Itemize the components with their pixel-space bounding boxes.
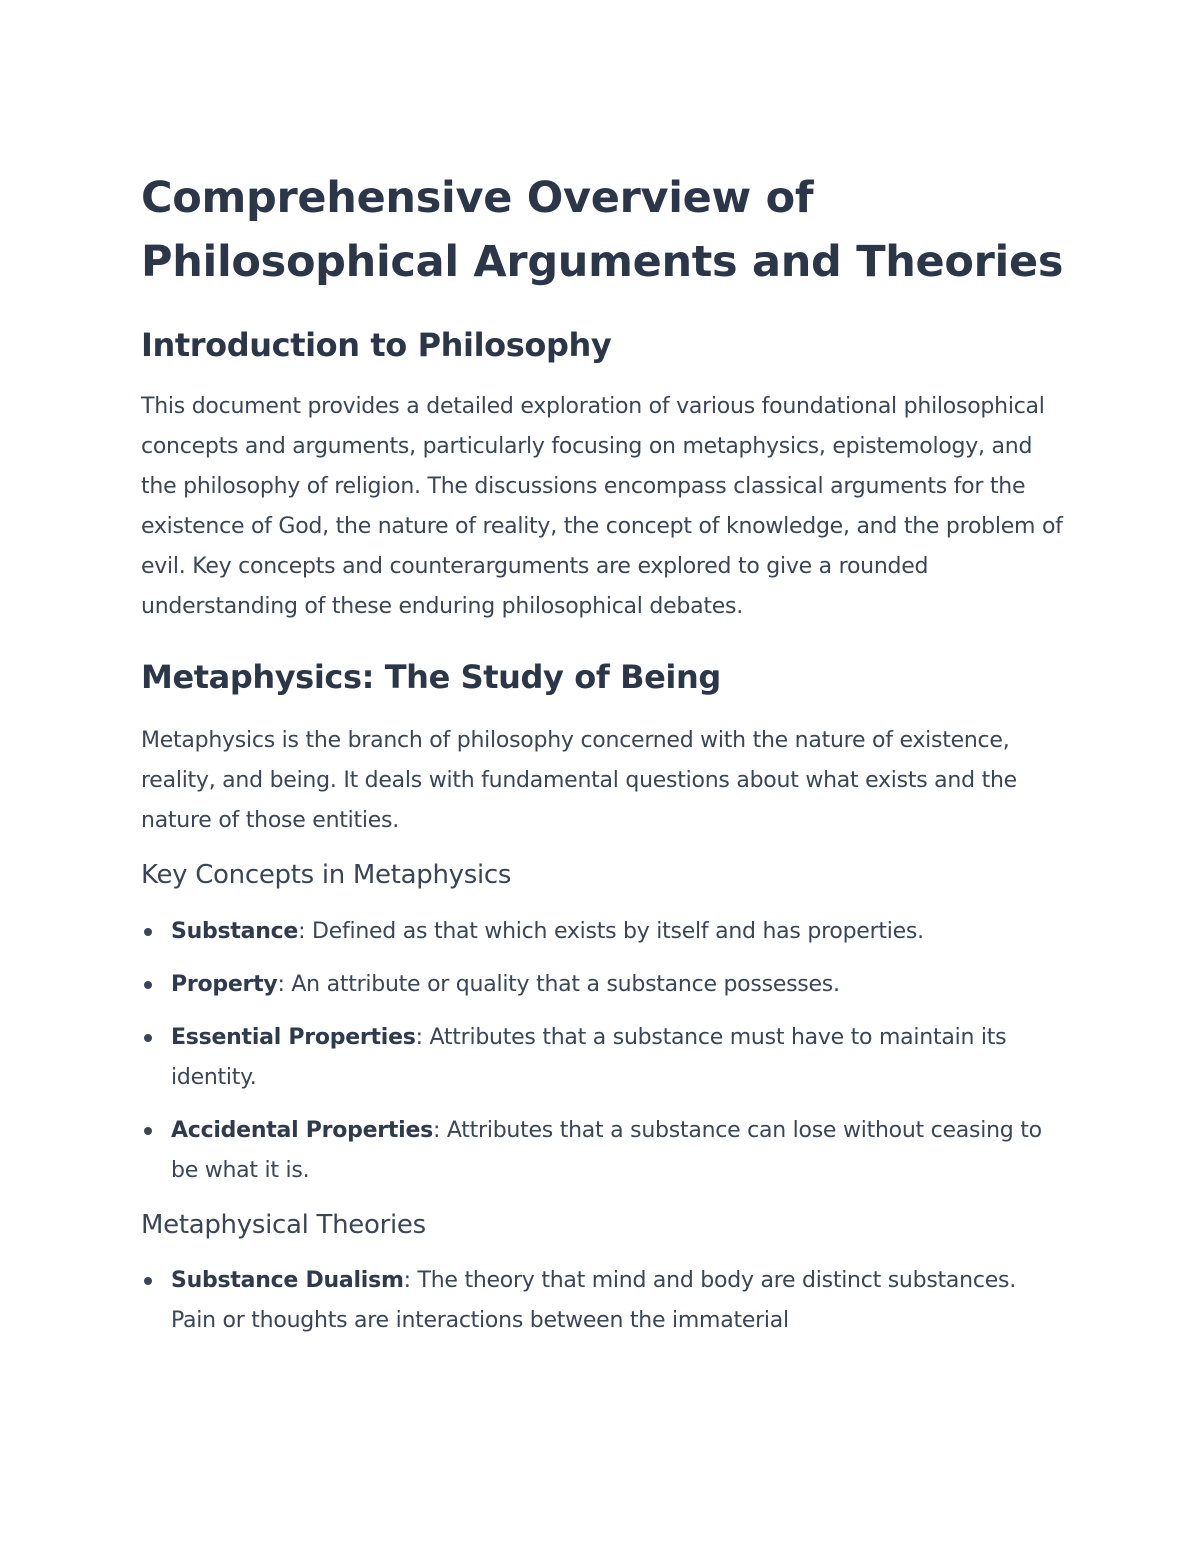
document-title: Comprehensive Overview of Philosophical Arguments and Theories xyxy=(141,173,1064,287)
bullet-icon xyxy=(144,981,152,989)
list-item-term: Essential Properties xyxy=(171,1025,416,1050)
section-heading-metaphysics: Metaphysics: The Study of Being xyxy=(141,658,721,696)
list-item-term: Substance Dualism xyxy=(171,1268,404,1293)
section-heading-introduction: Introduction to Philosophy xyxy=(141,326,612,364)
metaphysics-paragraph: Metaphysics is the branch of philosophy concerned with the nature of existence, reality, and being. It deals with fundamental questions about what exists and the nature of those entities. xyxy=(141,728,1017,833)
introduction-paragraph: This document provides a detailed exploration of various foundational philosophical concepts and arguments, particularly focusing on metaphysics, epistemology, and the philosophy of religion. The discussions encompass classical arguments for the existence of God, the nature of reality, the concept of knowledge, and the problem of evil. Key concepts and counterarguments are explored to give a rounded understanding of these enduring philosophical debates. xyxy=(141,394,1063,619)
list-item-definition: : Attributes that a substance must have to maintain its identity. xyxy=(171,1025,1007,1090)
bullet-icon xyxy=(144,1277,152,1285)
subheading-metaphysical-theories: Metaphysical Theories xyxy=(141,1210,426,1240)
list-item-definition: : Attributes that a substance can lose without ceasing to be what it is. xyxy=(171,1118,1042,1183)
list-item xyxy=(141,1261,1066,1341)
list-item-term: Accidental Properties xyxy=(171,1118,433,1143)
list-item-definition: : Defined as that which exists by itself and has properties. xyxy=(298,919,924,944)
list-item-definition: : An attribute or quality that a substance possesses. xyxy=(277,972,840,997)
list-item xyxy=(141,965,1066,1005)
key-concepts-list xyxy=(141,912,1066,1191)
list-item xyxy=(141,912,1066,952)
bullet-icon xyxy=(144,1034,152,1042)
list-item-definition: : The theory that mind and body are distinct substances. Pain or thoughts are interactions between the immaterial xyxy=(171,1268,1016,1333)
bullet-icon xyxy=(144,1127,152,1135)
list-item xyxy=(141,1111,1066,1191)
subheading-key-concepts: Key Concepts in Metaphysics xyxy=(141,860,512,890)
list-item-term: Property xyxy=(171,972,278,997)
list-item xyxy=(141,1018,1066,1098)
list-item-term: Substance xyxy=(171,919,299,944)
metaphysical-theories-list xyxy=(141,1261,1066,1341)
bullet-icon xyxy=(144,928,152,936)
document-page xyxy=(141,166,1066,1341)
